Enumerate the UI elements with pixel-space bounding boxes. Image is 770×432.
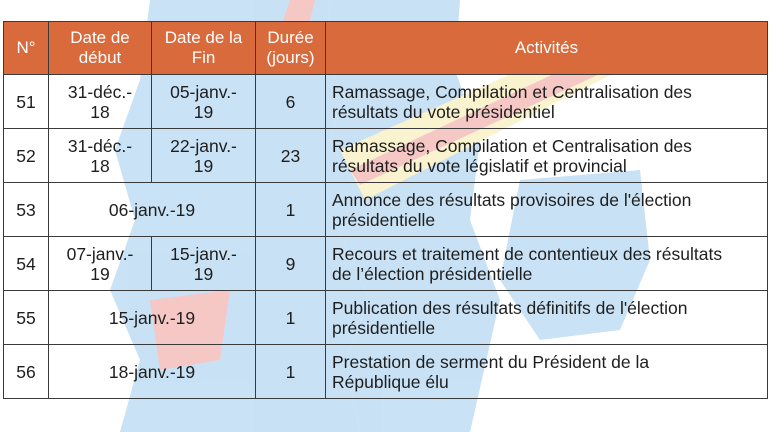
header-duration: Durée (jours) — [256, 22, 326, 75]
table-row — [4, 345, 768, 399]
activity: Publication des résultats définitifs de l'élection présidentielle — [326, 291, 768, 345]
table-row — [4, 237, 768, 291]
table-header-row — [4, 22, 768, 75]
header-activity: Activités — [326, 22, 768, 75]
duration: 23 — [256, 129, 326, 183]
start-date: 07-janv.- 19 — [49, 237, 152, 291]
single-date: 15-janv.-19 — [49, 291, 256, 345]
end-date: 22-janv.- 19 — [152, 129, 256, 183]
activity: Ramassage, Compilation et Centralisation des résultats du vote législatif et provincial — [326, 129, 768, 183]
row-number: 55 — [4, 291, 49, 345]
activity: Prestation de serment du Président de la République élu — [326, 345, 768, 399]
single-date: 18-janv.-19 — [49, 345, 256, 399]
table-row — [4, 291, 768, 345]
table-row — [4, 75, 768, 129]
start-date: 31-déc.- 18 — [49, 75, 152, 129]
row-number: 56 — [4, 345, 49, 399]
duration: 1 — [256, 345, 326, 399]
row-number: 52 — [4, 129, 49, 183]
end-date: 15-janv.- 19 — [152, 237, 256, 291]
row-number: 54 — [4, 237, 49, 291]
duration: 1 — [256, 291, 326, 345]
row-number: 53 — [4, 183, 49, 237]
activity: Annonce des résultats provisoires de l'élection présidentielle — [326, 183, 768, 237]
table-row — [4, 129, 768, 183]
end-date: 05-janv.- 19 — [152, 75, 256, 129]
header-end-date: Date de la Fin — [152, 22, 256, 75]
duration: 6 — [256, 75, 326, 129]
header-start-date: Date de début — [49, 22, 152, 75]
table-row — [4, 183, 768, 237]
electoral-calendar-table — [3, 21, 768, 399]
header-number: N° — [4, 22, 49, 75]
duration: 9 — [256, 237, 326, 291]
start-date: 31-déc.- 18 — [49, 129, 152, 183]
duration: 1 — [256, 183, 326, 237]
activity: Ramassage, Compilation et Centralisation des résultats du vote présidentiel — [326, 75, 768, 129]
single-date: 06-janv.-19 — [49, 183, 256, 237]
activity: Recours et traitement de contentieux des résultats de l’élection présidentielle — [326, 237, 768, 291]
row-number: 51 — [4, 75, 49, 129]
